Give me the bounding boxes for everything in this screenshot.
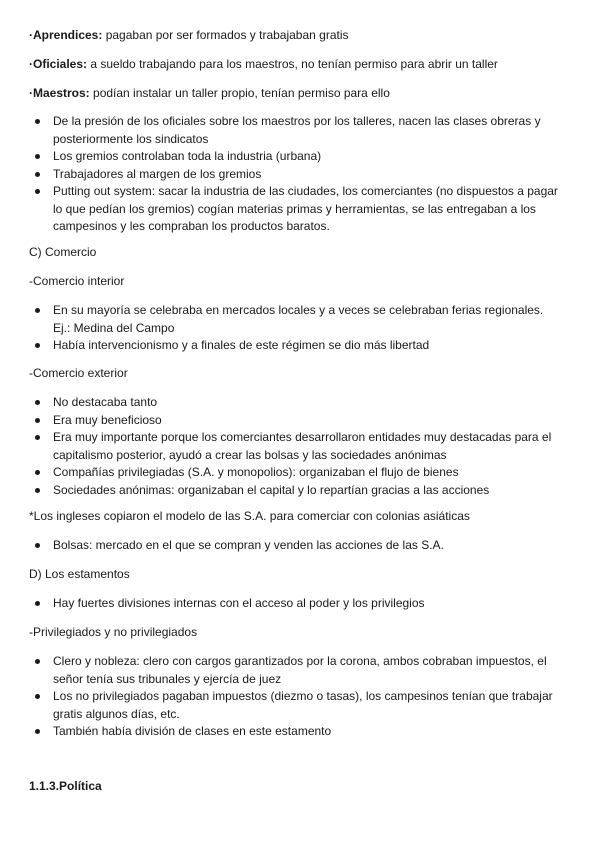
list-item: Sociedades anónimas: organizaban el capital y lo repartían gracias a las acciones: [29, 482, 560, 500]
section-heading-comercio: C) Comercio: [29, 245, 97, 259]
definition-text: pagaban por ser formados y trabajaban gratis: [102, 28, 349, 42]
comercio-exterior-list: [29, 394, 560, 499]
list-item: Los gremios controlaban toda la industria (urbana): [29, 148, 560, 166]
subheading-privilegiados: -Privilegiados y no privilegiados: [29, 625, 198, 639]
list-item: En su mayoría se celebraba en mercados locales y a veces se celebraban ferias regionales. Ej.: Medina del Campo: [29, 302, 560, 337]
list-item: Trabajadores al margen de los gremios: [29, 166, 560, 184]
list-item: Putting out system: sacar la industria de las ciudades, los comerciantes (no dispuestos a pagar lo que pedían los gremios) cogían materias primas y herramientas, se las entregaban a los campesinos y les compraban los productos baratos.: [29, 183, 560, 236]
term-maestros: ·Maestros:: [29, 86, 90, 100]
subheading-comercio-interior: -Comercio interior: [29, 274, 125, 288]
note-ingleses: *Los ingleses copiaron el modelo de las S.A. para comerciar con colonias asiáticas: [29, 509, 470, 523]
privilegiados-list: [29, 653, 560, 741]
list-item: No destacaba tanto: [29, 394, 560, 412]
list-item: Era muy beneficioso: [29, 412, 560, 430]
list-item: Bolsas: mercado en el que se compran y venden las acciones de las S.A.: [29, 537, 560, 555]
list-item: Los no privilegiados pagaban impuestos (diezmo o tasas), los campesinos tenían que trabajar gratis algunos días, etc.: [29, 688, 560, 723]
bolsas-list: [29, 537, 560, 555]
comercio-interior-list: [29, 302, 560, 355]
term-oficiales: ·Oficiales:: [29, 57, 88, 71]
definition-maestros: [29, 85, 560, 102]
definition-text: podían instalar un taller propio, tenían permiso para ello: [89, 86, 390, 100]
list-item: Hay fuertes divisiones internas con el acceso al poder y los privilegios: [29, 595, 560, 613]
definition-text: a sueldo trabajando para los maestros, no tenían permiso para abrir un taller: [87, 57, 498, 71]
section-heading-estamentos: D) Los estamentos: [29, 567, 130, 581]
estamentos-list: [29, 595, 560, 613]
list-item: También había división de clases en este estamento: [29, 723, 560, 741]
list-item: Era muy importante porque los comerciantes desarrollaron entidades muy destacadas para el capitalismo posterior, ayudó a crear las bolsas y las sociedades anónimas: [29, 429, 560, 464]
list-item: De la presión de los oficiales sobre los maestros por los talleres, nacen las clases obreras y posteriormente los sindicatos: [29, 113, 560, 148]
list-item: Había intervencionismo y a finales de este régimen se dio más libertad: [29, 337, 560, 355]
gremios-list: [29, 113, 560, 236]
definition-oficiales: [29, 56, 560, 73]
definition-aprendices: [29, 27, 560, 44]
list-item: Compañías privilegiadas (S.A. y monopolios): organizaban el flujo de bienes: [29, 464, 560, 482]
list-item: Clero y nobleza: clero con cargos garantizados por la corona, ambos cobraban impuestos, el señor tenía sus tribunales y ejercía de juez: [29, 653, 560, 688]
section-heading-politica: 1.1.3.Política: [29, 779, 102, 793]
term-aprendices: ·Aprendices:: [29, 28, 103, 42]
subheading-comercio-exterior: -Comercio exterior: [29, 366, 128, 380]
